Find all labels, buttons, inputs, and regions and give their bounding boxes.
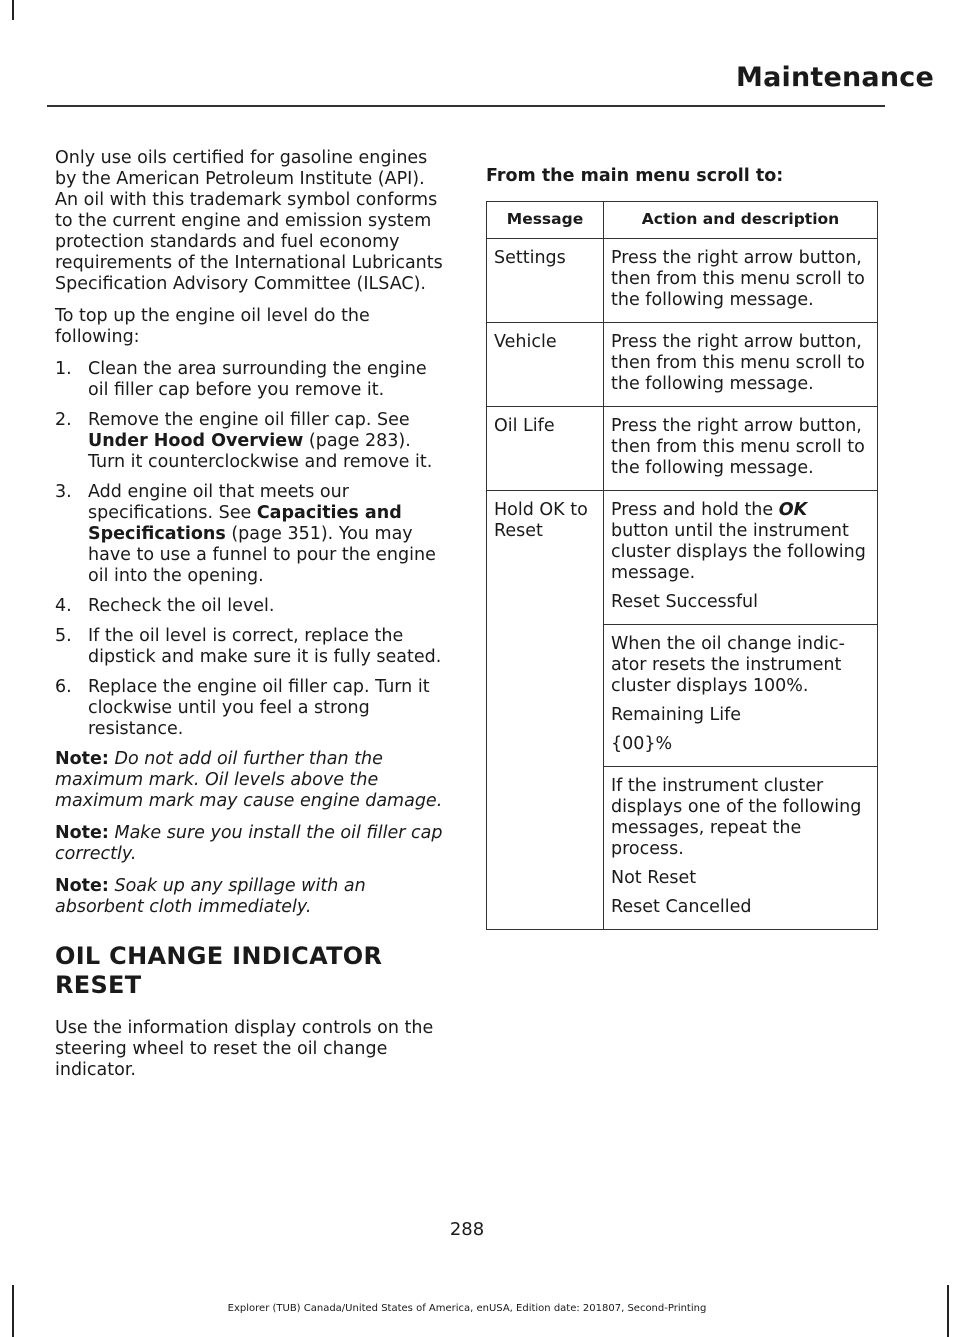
display-message: Remaining Life: [611, 705, 742, 725]
list-item: [55, 677, 450, 740]
action-cell: [604, 239, 878, 323]
action-cell: [604, 323, 878, 407]
display-message: {00}%: [611, 734, 673, 754]
action-cell: [604, 491, 878, 625]
step-text: (page 283). Turn it counterclockwise and remove it.: [88, 431, 433, 472]
page-header-title: Maintenance: [736, 62, 934, 93]
table-header-row: [487, 202, 878, 239]
action-text: Press the right arrow button, then from this menu scroll to the following message.: [611, 416, 865, 478]
crop-mark-bottom-right: [947, 1285, 949, 1337]
action-text: [611, 500, 870, 584]
action-cell: [604, 407, 878, 491]
step-text: Clean the area surrounding the engine oil filler cap before you remove it.: [88, 359, 427, 400]
ok-button-label: OK: [778, 500, 808, 520]
note-text: Make sure you install the oil filler cap correctly.: [55, 823, 443, 864]
step-number: 2.: [55, 410, 72, 430]
message-cell: Oil Life: [487, 407, 604, 491]
column-header-message: Message: [487, 202, 604, 239]
step-text: Replace the engine oil filler cap. Turn it clockwise until you feel a strong resistance.: [88, 677, 430, 739]
step-number: 5.: [55, 626, 72, 646]
action-cell: [604, 767, 878, 930]
action-text: If the instrument cluster displays one of the following messages, repeat the process.: [611, 776, 862, 859]
step-number: 6.: [55, 677, 72, 697]
step-text: Add engine oil that meets our specifications. See: [88, 482, 349, 523]
list-item: [55, 626, 450, 668]
note-text: Soak up any spillage with an absorbent cloth immediately.: [55, 876, 366, 917]
note: [55, 823, 450, 865]
display-message: Not Reset: [611, 868, 697, 888]
section-heading: [55, 942, 450, 1000]
step-number: 4.: [55, 596, 72, 616]
table-row: [487, 491, 878, 625]
step-text: If the oil level is correct, replace the dipstick and make sure it is fully seated.: [88, 626, 442, 667]
step-text: Remove the engine oil filler cap. See: [88, 410, 410, 430]
note-text: Do not add oil further than the maximum mark. Oil levels above the maximum mark may cause engine damage.: [55, 749, 443, 811]
step-number: 3.: [55, 482, 72, 502]
crop-mark-top-left: [12, 0, 14, 20]
action-text: Press the right arrow button, then from this menu scroll to the following message.: [611, 332, 865, 394]
cross-reference-link[interactable]: Under Hood Overview: [88, 431, 304, 451]
cross-reference-link[interactable]: Capacities and Specifications: [88, 503, 402, 544]
action-text-part: button until the instrument cluster displays the following message.: [611, 521, 866, 583]
note: [55, 749, 450, 812]
footer-edition: Explorer (TUB) Canada/United States of America, enUSA, Edition date: 201807, Second-Printing: [227, 1303, 707, 1314]
table-row: [487, 239, 878, 323]
left-column: [55, 148, 450, 1092]
action-text: Press the right arrow button, then from this menu scroll to the following message.: [611, 248, 865, 310]
section-heading-line-2: RESET: [55, 971, 142, 999]
message-cell: Hold OK to Reset: [487, 491, 604, 930]
display-message: Reset Successful: [611, 592, 759, 612]
action-text-part: Press and hold the: [611, 500, 779, 520]
table-row: [487, 323, 878, 407]
header-rule: [47, 105, 885, 107]
list-item: [55, 596, 450, 617]
action-text: When the oil change indic-ator resets the instrument cluster displays 100%.: [611, 634, 845, 696]
step-text: (page 351). You may have to use a funnel to pour the engine oil into the opening.: [88, 524, 436, 586]
intro-paragraph: Only use oils certified for gasoline engines by the American Petroleum Institute (API). An oil with this trademark symbol conforms to the current engine and emission system protection standards and fuel economy requirements of the International Lubricants Specification Advisory Committee (ILSAC).: [55, 148, 443, 294]
right-column: [486, 166, 878, 930]
list-item: [55, 359, 450, 401]
step-number: 1.: [55, 359, 72, 379]
table-row: [487, 407, 878, 491]
action-cell: [604, 625, 878, 767]
oil-reset-table: [486, 201, 878, 930]
note-label: Note:: [55, 876, 109, 896]
table-intro: From the main menu scroll to:: [486, 166, 784, 186]
message-cell: Settings: [487, 239, 604, 323]
section-heading-line-1: OIL CHANGE INDICATOR: [55, 942, 383, 970]
note: [55, 876, 450, 918]
column-header-action: Action and description: [604, 202, 878, 239]
reset-paragraph: Use the information display controls on the steering wheel to reset the oil change indicator.: [55, 1018, 434, 1080]
top-up-paragraph: To top up the engine oil level do the following:: [55, 306, 370, 347]
note-label: Note:: [55, 749, 109, 769]
steps-list: [55, 359, 450, 740]
note-label: Note:: [55, 823, 109, 843]
message-cell: Vehicle: [487, 323, 604, 407]
list-item: [55, 482, 450, 587]
display-message: Reset Cancelled: [611, 897, 752, 917]
step-text: Recheck the oil level.: [88, 596, 275, 616]
list-item: [55, 410, 450, 473]
page-number: 288: [449, 1219, 485, 1240]
